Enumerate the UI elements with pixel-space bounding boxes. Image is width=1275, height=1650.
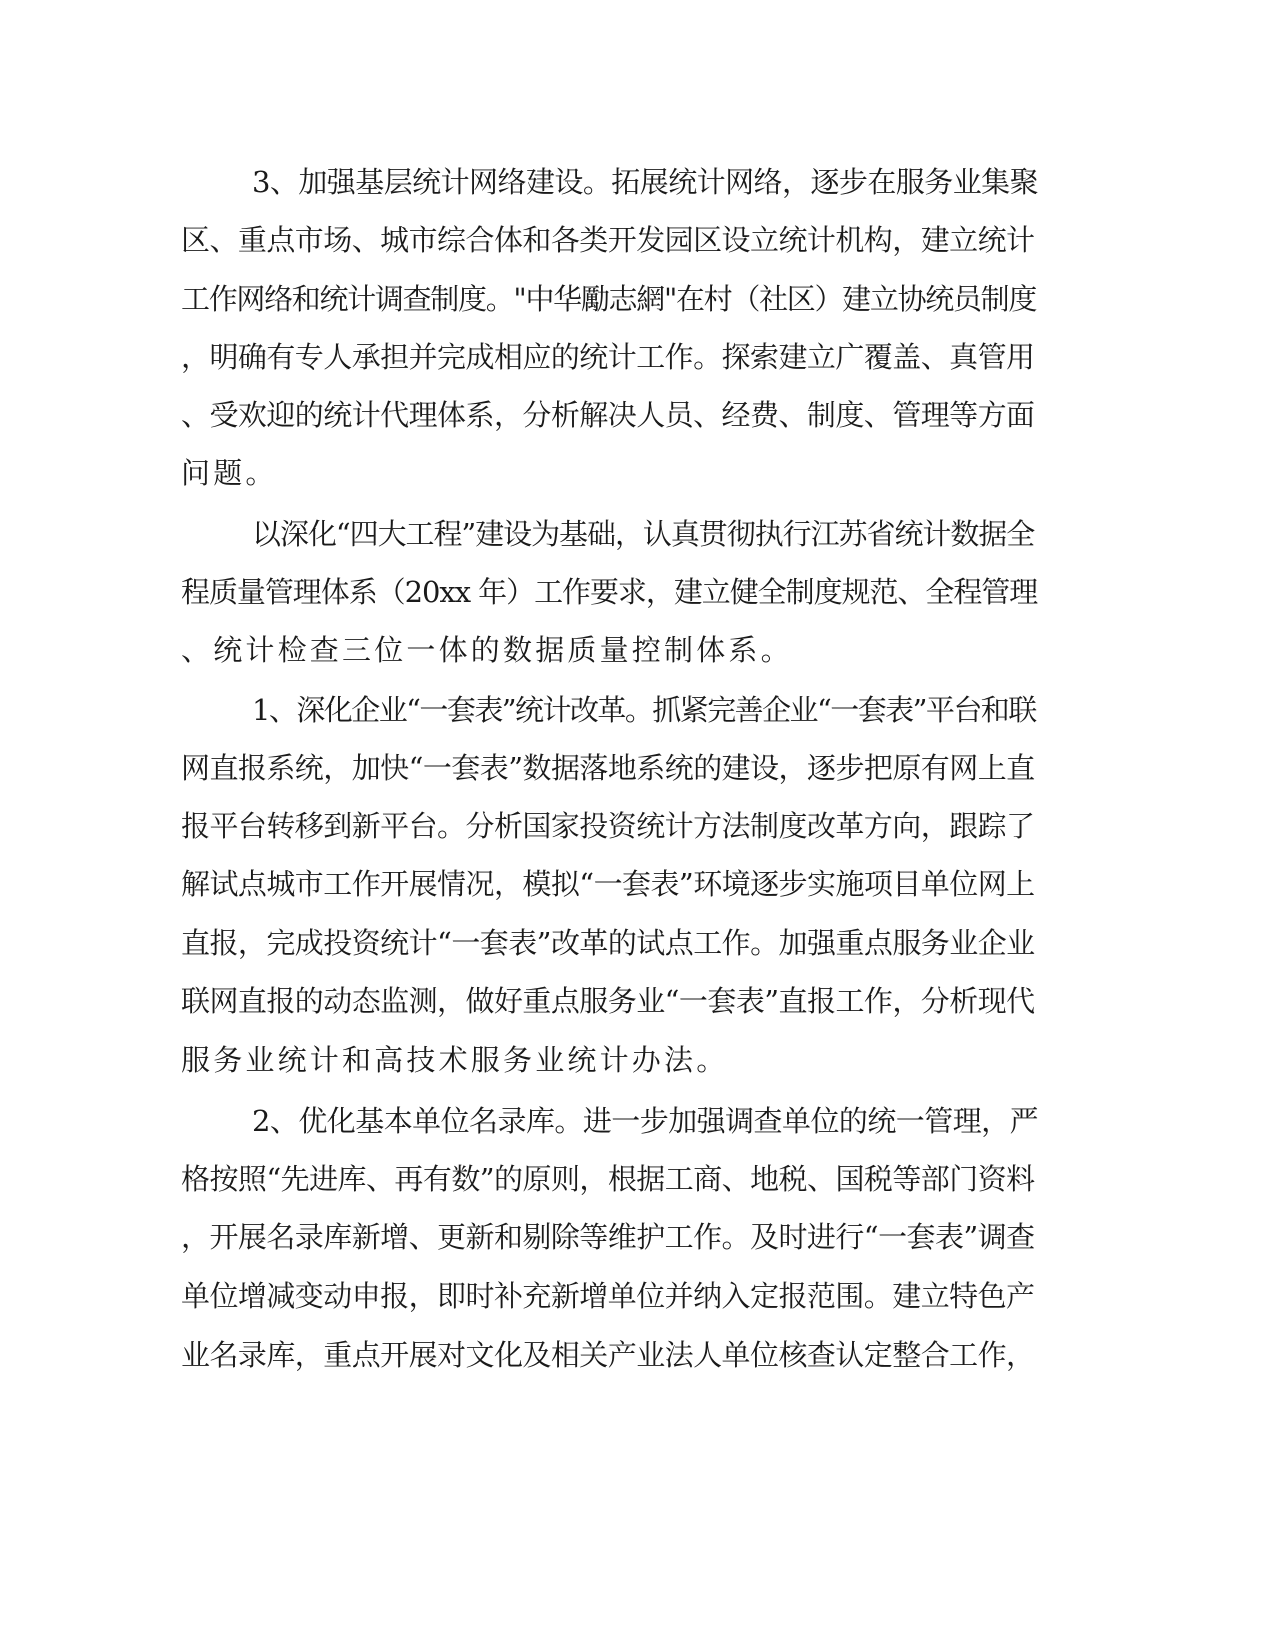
paragraph-2-line-4: 单位增减变动申报，即时补充新增单位并纳入定报范围。建立特色产 [181,1279,1035,1313]
paragraph-3-line-2: 区、重点市场、城市综合体和各类开发园区设立统计机构，建立统计 [181,223,1035,257]
section-intro-line-3: 、统计检查三位一体的数据质量控制体系。 [181,633,793,667]
paragraph-1-line-7: 服务业统计和高技术服务业统计办法。 [181,1043,729,1077]
section-intro-line-2: 程质量管理体系（20xx 年）工作要求，建立健全制度规范、全程管理 [181,575,1038,609]
paragraph-1-line-1: 1、深化企业“一套表”统计改革。抓紧完善企业“一套表”平台和联 [252,693,1036,727]
paragraph-3-line-1: 3、加强基层统计网络建设。拓展统计网络，逐步在服务业集聚 [252,165,1039,199]
paragraph-3-line-6: 问题。 [181,456,278,490]
paragraph-1-line-4: 解试点城市工作开展情况，模拟“一套表”环境逐步实施项目单位网上 [181,867,1035,901]
paragraph-1-line-5: 直报，完成投资统计“一套表”改革的试点工作。加强重点服务业企业 [181,926,1035,960]
paragraph-3-line-4: ，明确有专人承担并完成相应的统计工作。探索建立广覆盖、真管用 [181,340,1035,374]
paragraph-1-line-6: 联网直报的动态监测，做好重点服务业“一套表”直报工作，分析现代 [181,984,1035,1018]
paragraph-1-line-3: 报平台转移到新平台。分析国家投资统计方法制度改革方向，跟踪了 [181,809,1035,843]
paragraph-2-line-5: 业名录库，重点开展对文化及相关产业法人单位核查认定整合工作， [181,1338,1035,1372]
paragraph-3-line-5: 、受欢迎的统计代理体系，分析解决人员、经费、制度、管理等方面 [181,398,1035,432]
paragraph-3-line-3: 工作网络和统计调查制度。"中华勵志網"在村（社区）建立协统员制度 [181,282,1037,316]
paragraph-2-line-2: 格按照“先进库、再有数”的原则，根据工商、地税、国税等部门资料 [181,1162,1035,1196]
paragraph-2-line-3: ，开展名录库新增、更新和剔除等维护工作。及时进行“一套表”调查 [181,1220,1035,1254]
paragraph-1-line-2: 网直报系统，加快“一套表”数据落地系统的建设，逐步把原有网上直 [181,751,1035,785]
section-intro-line-1: 以深化“四大工程”建设为基础，认真贯彻执行江苏省统计数据全 [252,517,1035,551]
paragraph-2-line-1: 2、优化基本单位名录库。进一步加强调查单位的统一管理，严 [252,1104,1039,1138]
